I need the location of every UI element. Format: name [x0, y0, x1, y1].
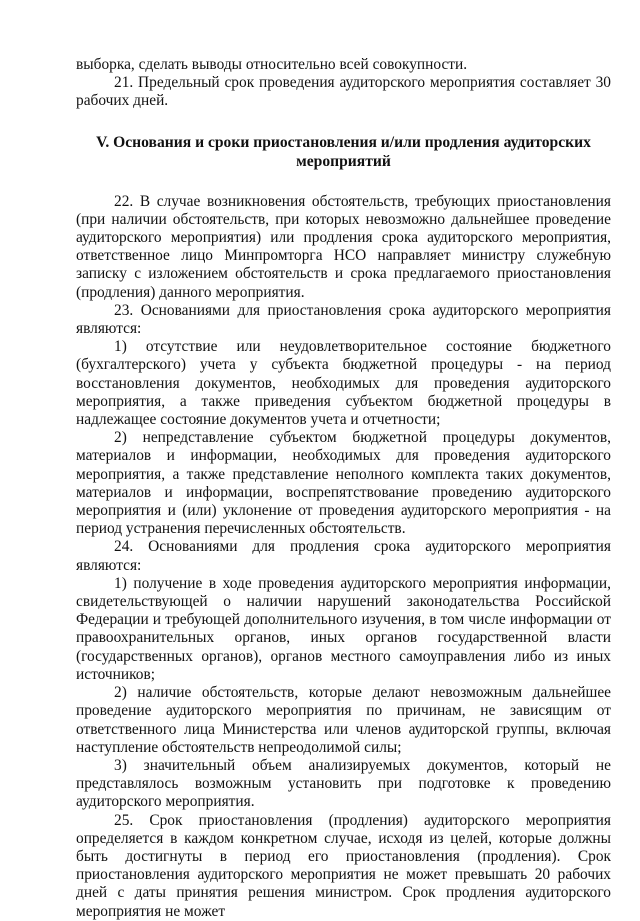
paragraph-23-item-2: 2) непредставление субъектом бюджетной процедуры документов, материалов и информации, необходимых для проведения аудиторского мероприятия, а также представление неполного комплекта таких документов, материалов и информации, воспрепятствование проведению аудиторского мероприятия и (или) уклонение от проведения аудиторского мероприятия - на период устранения перечисленных обстоятельств.	[76, 429, 611, 538]
paragraph-24-item-1: 1) получение в ходе проведения аудиторского мероприятия информации, свидетельствующей о наличии нарушений законодательства Российской Федерации и требующей дополнительного изучения, в том числе информации от правоохранительных органов, иных органов государственной власти (государственных органов), органов местного самоуправления либо из иных источников;	[76, 574, 611, 683]
document-page	[76, 56, 611, 921]
paragraph-21: 21. Предельный срок проведения аудиторского мероприятия составляет 30 рабочих дней.	[76, 74, 611, 110]
paragraph-24-item-2: 2) наличие обстоятельств, которые делают невозможным дальнейшее проведение аудиторского мероприятия по причинам, не зависящим от ответственного лица Министерства или членов аудиторской группы, включая наступление обстоятельств непреодолимой силы;	[76, 684, 611, 756]
section-heading: V. Основания и сроки приостановления и/или продления аудиторских мероприятий	[96, 133, 591, 170]
paragraph-23: 23. Основаниями для приостановления срока аудиторского мероприятия являются:	[76, 301, 611, 338]
paragraph-23-item-1: 1) отсутствие или неудовлетворительное состояние бюджетного (бухгалтерского) учета у субъекта бюджетной процедуры - на период восстановления документов, необходимых для проведения аудиторского мероприятия, а также приведения субъектом бюджетной процедуры в надлежащее состояние документов учета и отчетности;	[76, 338, 611, 429]
paragraph-24: 24. Основаниями для продления срока аудиторского мероприятия являются:	[76, 538, 611, 574]
paragraph-25: 25. Срок приостановления (продления) аудиторского мероприятия определяется в каждом конкретном случае, исходя из целей, которые должны быть достигнуты в период его приостановления (продления). Срок приостановления аудиторского мероприятия не может превышать 20 рабочих дней с даты принятия решения министром. Срок продления аудиторского мероприятия не может	[76, 811, 611, 920]
lead-paragraph: выборка, сделать выводы относительно всей совокупности.	[76, 56, 468, 73]
paragraph-22: 22. В случае возникновения обстоятельств, требующих приостановления (при наличии обстоятельств, при которых невозможно дальнейшее проведение аудиторского мероприятия) или продления срока аудиторского мероприятия, ответственное лицо Минпромторга НСО направляет министру служебную записку с изложением обстоятельств и срока предлагаемого приостановления (продления) данного мероприятия.	[76, 192, 611, 301]
paragraph-24-item-3: 3) значительный объем анализируемых документов, который не представлялось возможным установить при подготовке к проведению аудиторского мероприятия.	[76, 756, 611, 811]
